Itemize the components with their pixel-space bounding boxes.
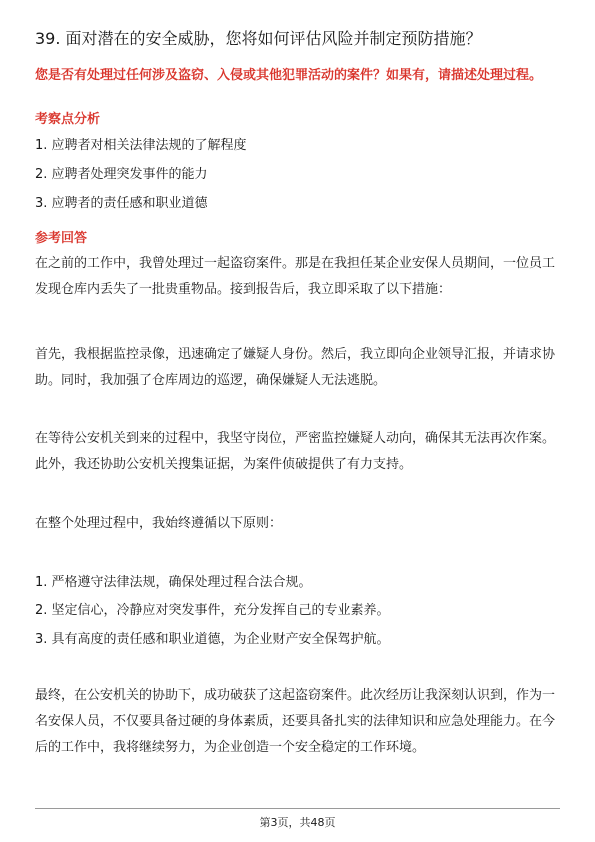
principle-2: 2. 坚定信心，冷静应对突发事件，充分发挥自己的专业素养。 — [35, 603, 390, 618]
sub-question: 您是否有处理过任何涉及盗窃、入侵或其他犯罪活动的案件？如果有，请描述处理过程。 — [35, 68, 543, 83]
page-number: 第3页，共48页 — [259, 816, 336, 829]
answer-paragraph-4: 在整个处理过程中，我始终遵循以下原则： — [35, 516, 283, 531]
analysis-heading: 考察点分析 — [35, 112, 101, 127]
answer-paragraph-2: 首先，我根据监控录像，迅速确定了嫌疑人身份。然后，我立即向企业领导汇报，并请求协助。同时，我加强了仓库周边的巡逻，确保嫌疑人无法逃脱。 — [35, 347, 556, 388]
answer-paragraph-3: 在等待公安机关到来的过程中，我坚守岗位，严密监控嫌疑人动向，确保其无法再次作案。此外，我还协助公安机关搜集证据，为案件侦破提供了有力支持。 — [35, 431, 556, 472]
answer-conclusion: 最终，在公安机关的协助下，成功破获了这起盗窃案件。此次经历让我深刻认识到，作为一名安保人员，不仅要具备过硬的身体素质，还要具备扎实的法律知识和应急处理能力。在今后的工作中，我将继续努力，为企业创造一个安全稳定的工作环境。 — [35, 688, 556, 755]
principle-1: 1. 严格遵守法律法规，确保处理过程合法合规。 — [35, 575, 312, 590]
principle-3: 3. 具有高度的责任感和职业道德，为企业财产安全保驾护航。 — [35, 632, 390, 647]
answer-paragraph-1: 在之前的工作中，我曾处理过一起盗窃案件。那是在我担任某企业安保人员期间，一位员工发现仓库内丢失了一批贵重物品。接到报告后，我立即采取了以下措施： — [35, 256, 556, 297]
analysis-point-3: 3. 应聘者的责任感和职业道德 — [35, 196, 208, 211]
footer-divider — [35, 808, 560, 809]
question-title: 39. 面对潜在的安全威胁，您将如何评估风险并制定预防措施？ — [35, 29, 482, 48]
analysis-point-2: 2. 应聘者处理突发事件的能力 — [35, 167, 208, 182]
analysis-point-1: 1. 应聘者对相关法律法规的了解程度 — [35, 138, 247, 153]
answer-heading: 参考回答 — [35, 231, 88, 246]
